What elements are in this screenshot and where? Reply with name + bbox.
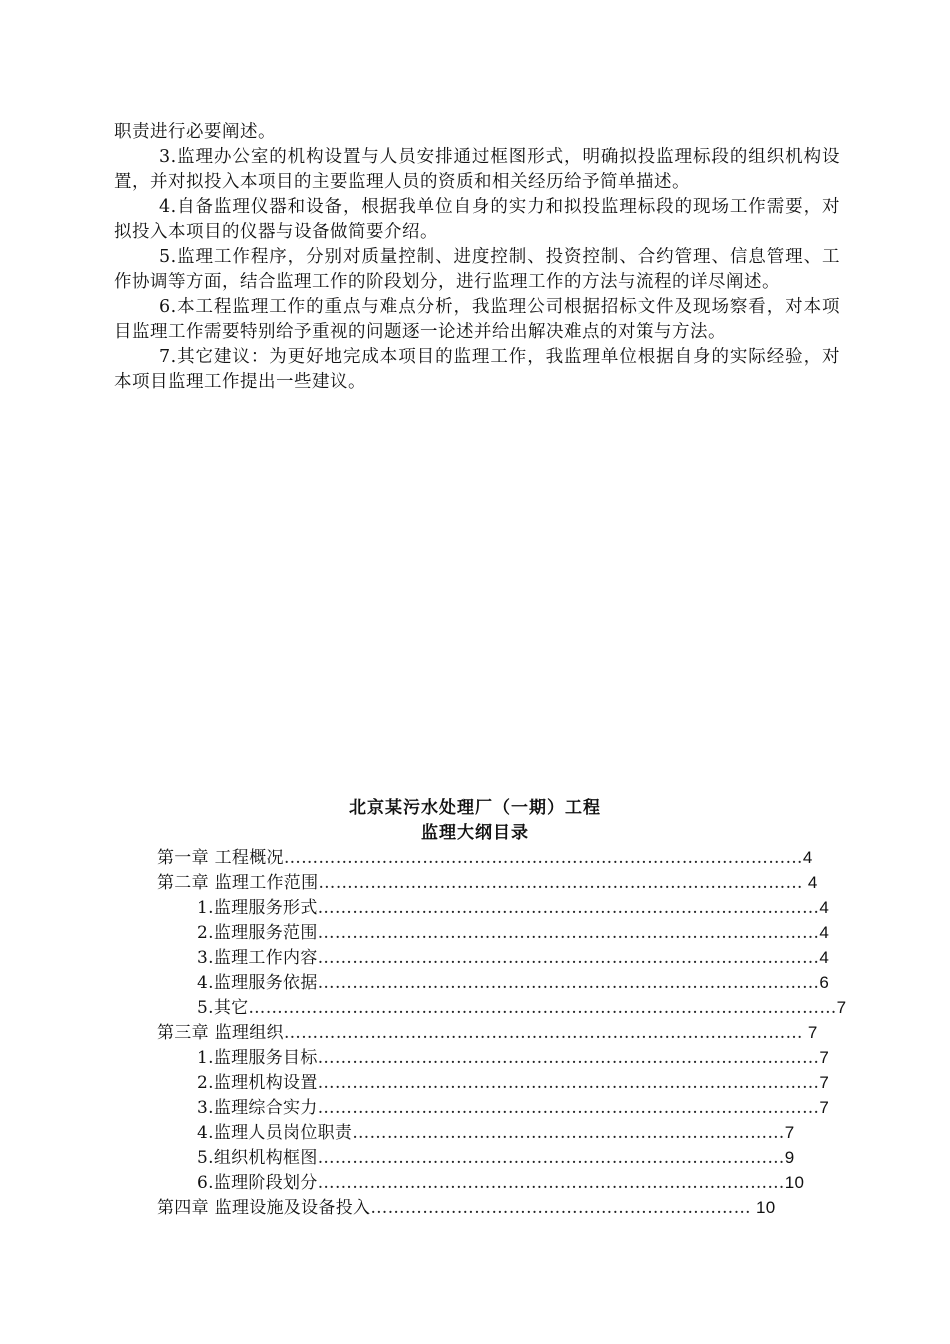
toc-entry[interactable] <box>157 1070 847 1095</box>
toc-leader-dots: …………………………………………………………………………… <box>317 898 820 918</box>
toc-leader-dots: …………………………………………………………………………… <box>317 1048 820 1068</box>
toc-entry-label: 1.监理服务目标 <box>197 1048 318 1068</box>
toc-entry[interactable] <box>157 870 847 895</box>
toc-entry-label: 第三章 监理组织 <box>157 1023 284 1043</box>
toc-leader-dots: ………………………………………………………………… <box>352 1123 785 1143</box>
toc-entry[interactable] <box>157 1045 847 1070</box>
toc-entry-label: 5.其它 <box>197 998 249 1018</box>
toc-entry-label: 第二章 监理工作范围 <box>157 873 319 893</box>
toc-entry-label: 2.监理服务范围 <box>197 923 318 943</box>
toc-leader-dots: …………………………………………………………………………… <box>317 1073 820 1093</box>
toc-leader-dots: ……………………………………………………………………………… <box>283 1023 803 1043</box>
toc-entry-label: 5.组织机构框图 <box>197 1148 318 1168</box>
toc-entry-label: 第四章 监理设施及设备投入 <box>157 1198 371 1218</box>
toc-entry[interactable] <box>157 920 847 945</box>
toc-entry-label: 第一章 工程概况 <box>157 848 284 868</box>
toc-entry-label: 4.监理服务依据 <box>197 973 318 993</box>
toc-entry-page: 10 <box>784 1173 805 1192</box>
toc-entry[interactable] <box>157 1120 847 1145</box>
toc-entry-page: 4 <box>819 948 830 967</box>
toc-entry[interactable] <box>157 945 847 970</box>
toc-leader-dots: ……………………………………………………………………… <box>317 1148 785 1168</box>
toc-entry-label: 4.监理人员岗位职责 <box>197 1123 353 1143</box>
toc-leader-dots: …………………………………………………………………………… <box>317 923 820 943</box>
toc-entry-page: 4 <box>819 898 830 917</box>
body-paragraph: 5.监理工作程序，分别对质量控制、进度控制、投资控制、合约管理、信息管理、工作协调等方面，结合监理工作的阶段划分，进行监理工作的方法与流程的详尽阐述。 <box>114 247 840 292</box>
toc-entry-label: 3.监理工作内容 <box>197 948 318 968</box>
toc-entry[interactable] <box>157 1095 847 1120</box>
toc-leader-dots: ………………………………………………………… <box>370 1198 751 1218</box>
toc-entry[interactable] <box>157 1145 847 1170</box>
toc-entry-page: 4 <box>802 873 818 892</box>
toc-entry-label: 6.监理阶段划分 <box>197 1173 318 1193</box>
toc-entry-page: 7 <box>802 1023 818 1042</box>
toc-leader-dots: …………………………………………………………………………… <box>317 1098 820 1118</box>
toc-title-line2: 监理大纲目录 <box>421 823 529 843</box>
body-paragraph: 6.本工程监理工作的重点与难点分析，我监理公司根据招标文件及现场察看，对本项目监理工作需要特别给予重视的问题逐一论述并给出解决难点的对策与方法。 <box>114 297 840 342</box>
toc-entry-label: 3.监理综合实力 <box>197 1098 318 1118</box>
toc-entry-page: 7 <box>819 1073 830 1092</box>
toc-entry-page: 10 <box>750 1198 776 1217</box>
toc-title-line1: 北京某污水处理厂（一期）工程 <box>349 798 601 818</box>
toc-entry-label: 1.监理服务形式 <box>197 898 318 918</box>
toc-entry[interactable] <box>157 970 847 995</box>
toc-entry-page: 9 <box>784 1148 795 1167</box>
toc-entry-page: 7 <box>784 1123 795 1142</box>
toc-entry-page: 4 <box>819 923 830 942</box>
toc-leader-dots: ……………………………………………………………………… <box>317 1173 785 1193</box>
toc-entry-page: 6 <box>819 973 830 992</box>
toc-entry[interactable] <box>157 845 847 870</box>
table-of-contents <box>157 845 847 1220</box>
toc-entry[interactable] <box>157 1170 847 1195</box>
toc-entry[interactable] <box>157 1020 847 1045</box>
body-paragraph: 3.监理办公室的机构设置与人员安排通过框图形式，明确拟投监理标段的组织机构设置，并对拟投入本项目的主要监理人员的资质和相关经历给予简单描述。 <box>114 147 840 192</box>
toc-leader-dots: ………………………………………………………………………………………… <box>248 998 837 1018</box>
toc-entry-page: 4 <box>802 848 813 867</box>
toc-entry-page: 7 <box>819 1098 830 1117</box>
toc-entry[interactable] <box>157 895 847 920</box>
toc-leader-dots: …………………………………………………………………………… <box>317 948 820 968</box>
toc-leader-dots: …………………………………………………………………………… <box>317 973 820 993</box>
toc-entry[interactable] <box>157 1195 847 1220</box>
body-text <box>114 120 840 395</box>
toc-entry-page: 7 <box>819 1048 830 1067</box>
toc-leader-dots: ………………………………………………………………………… <box>318 873 803 893</box>
toc-entry-page: 7 <box>836 998 847 1017</box>
body-paragraph: 7.其它建议：为更好地完成本项目的监理工作，我监理单位根据自身的实际经验，对本项目监理工作提出一些建议。 <box>114 347 840 392</box>
toc-entry[interactable] <box>157 995 847 1020</box>
toc-entry-label: 2.监理机构设置 <box>197 1073 318 1093</box>
body-paragraph: 职责进行必要阐述。 <box>114 122 276 142</box>
toc-leader-dots: ……………………………………………………………………………… <box>283 848 803 868</box>
body-paragraph: 4.自备监理仪器和设备，根据我单位自身的实力和拟投监理标段的现场工作需要，对拟投入本项目的仪器与设备做简要介绍。 <box>114 197 840 242</box>
